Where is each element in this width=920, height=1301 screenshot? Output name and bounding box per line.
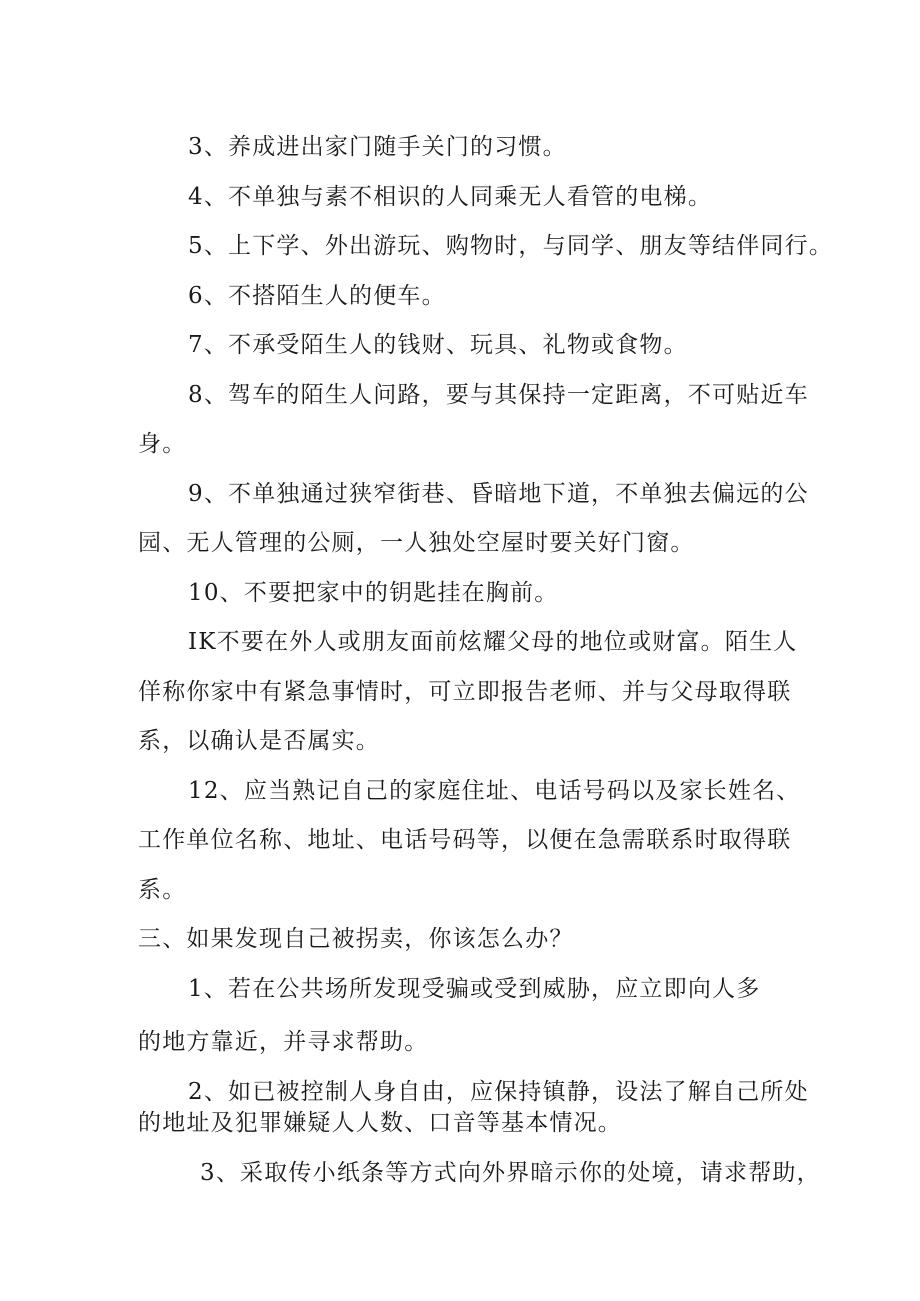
text-line: 9、不单独通过狭窄街巷、昏暗地下道，不单独去偏远的公 bbox=[188, 481, 809, 507]
text-line: 的地址及犯罪嫌疑人人数、口音等基本情况。 bbox=[138, 1110, 622, 1136]
text-line: 4、不单独与素不相识的人同乘无人看管的电梯。 bbox=[188, 184, 713, 210]
text-line: 2、如已被控制人身自由，应保持镇静，设法了解自己所处 bbox=[188, 1079, 809, 1105]
text-line: 7、不承受陌生人的钱财、玩具、礼物或食物。 bbox=[188, 332, 688, 358]
text-line: IK不要在外人或朋友面前炫耀父母的地位或财富。陌生人 bbox=[188, 629, 798, 655]
text-line: 12、应当熟记自己的家庭住址、电话号码以及家长姓名、 bbox=[188, 778, 801, 804]
text-line: 3、养成进出家门随手关门的习惯。 bbox=[188, 134, 567, 160]
text-line: 佯称你家中有紧急事情时，可立即报告老师、并与父母取得联 bbox=[138, 679, 792, 705]
text-line: 3、采取传小纸条等方式向外界暗示你的处境，请求帮助， bbox=[200, 1160, 821, 1186]
text-line: 的地方靠近，并寻求帮助。 bbox=[138, 1029, 429, 1055]
section-heading: 三、如果发现自己被拐卖，你该怎么办？ bbox=[138, 926, 574, 952]
text-line: 8、驾车的陌生人问路，要与其保持一定距离，不可贴近车 bbox=[188, 382, 809, 408]
text-line: 10、不要把家中的钥匙挂在胸前。 bbox=[188, 580, 559, 606]
text-line: 6、不搭陌生人的便车。 bbox=[188, 283, 446, 309]
text-line: 系。 bbox=[138, 877, 187, 903]
text-line: 系，以确认是否属实。 bbox=[138, 728, 380, 754]
text-line: 身。 bbox=[138, 431, 187, 457]
text-line: 工作单位名称、地址、电话号码等，以便在急需联系时取得联 bbox=[138, 827, 792, 853]
text-line: 5、上下学、外出游玩、购物时，与同学、朋友等结伴同行。 bbox=[188, 233, 834, 259]
text-line: 园、无人管理的公厕，一人独处空屋时要关好门窗。 bbox=[138, 530, 695, 556]
text-line: 1、若在公共场所发现受骗或受到威胁，应立即向人多 bbox=[188, 976, 761, 1002]
